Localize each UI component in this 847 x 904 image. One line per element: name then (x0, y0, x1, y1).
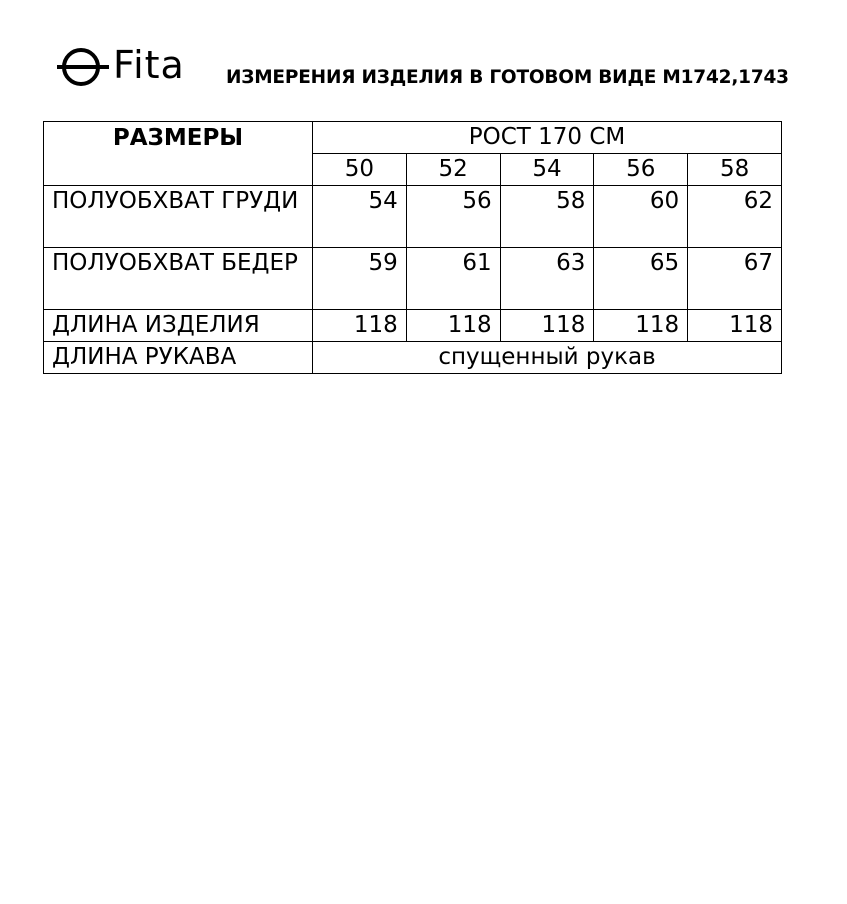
table-cell: 58 (500, 186, 594, 248)
table-cell: 118 (594, 310, 688, 342)
table-cell: 118 (500, 310, 594, 342)
brand-name: Fita (113, 43, 185, 87)
size-chart-table (43, 121, 782, 374)
table-cell: 63 (500, 248, 594, 310)
brand-logo (57, 42, 185, 90)
size-header-cell: 50 (313, 154, 407, 186)
table-cell: 118 (688, 310, 782, 342)
table-cell: 59 (313, 248, 407, 310)
row-label: ПОЛУОБХВАТ ГРУДИ (44, 186, 313, 248)
sizes-header: РАЗМЕРЫ (44, 122, 313, 186)
table-cell: 60 (594, 186, 688, 248)
table-cell: 62 (688, 186, 782, 248)
table-cell: 67 (688, 248, 782, 310)
table-cell: 61 (406, 248, 500, 310)
sleeve-value-cell: спущенный рукав (313, 342, 782, 374)
size-header-cell: 54 (500, 154, 594, 186)
row-label: ДЛИНА ИЗДЕЛИЯ (44, 310, 313, 342)
document-title: ИЗМЕРЕНИЯ ИЗДЕЛИЯ В ГОТОВОМ ВИДЕ М1742,1743 (226, 67, 789, 88)
size-header-cell: 58 (688, 154, 782, 186)
size-header-cell: 52 (406, 154, 500, 186)
table-row (44, 342, 782, 374)
table-row (44, 310, 782, 342)
table-row (44, 186, 782, 248)
fita-logo-icon (57, 42, 109, 90)
table-cell: 56 (406, 186, 500, 248)
table-cell: 65 (594, 248, 688, 310)
row-label: ПОЛУОБХВАТ БЕДЕР (44, 248, 313, 310)
table-cell: 118 (313, 310, 407, 342)
size-header-cell: 56 (594, 154, 688, 186)
table-header-row (44, 122, 782, 154)
table-cell: 118 (406, 310, 500, 342)
table-cell: 54 (313, 186, 407, 248)
table-row (44, 248, 782, 310)
row-label: ДЛИНА РУКАВА (44, 342, 313, 374)
height-header: РОСТ 170 СМ (313, 122, 782, 154)
